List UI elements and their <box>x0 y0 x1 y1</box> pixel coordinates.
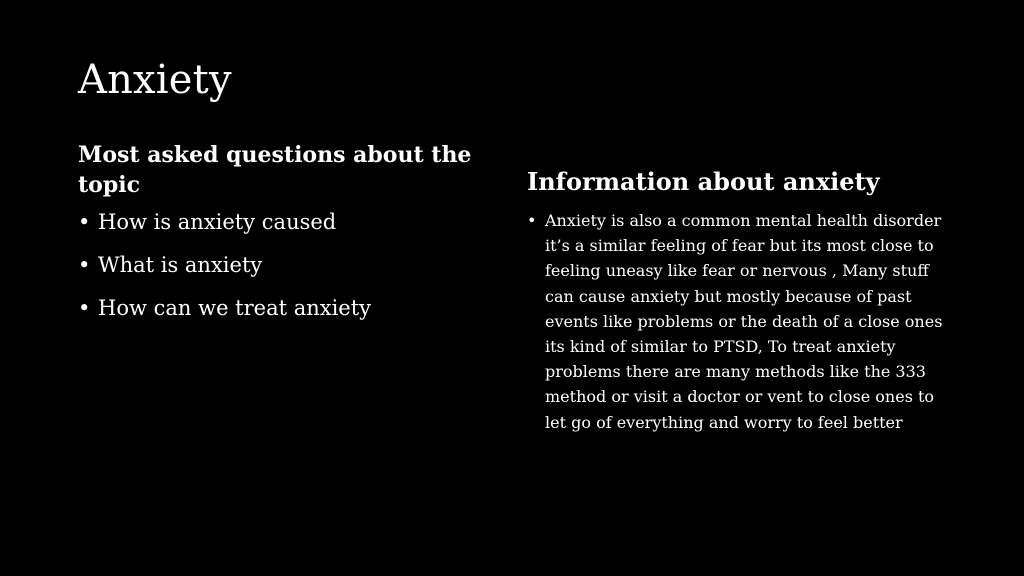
list-item: • Anxiety is also a common mental health disorder it’s a similar feeling of fear but its most close to feeling uneasy like fear or nervous , Many stuff can cause anxiety but mostly because of past events like problems or the death of a close ones its kind of similar to PTSD, To treat anxiety problems there are many methods like the 333 method or visit a doctor or vent to close ones to let go of everything and worry to feel better <box>527 208 949 435</box>
left-column-heading: Most asked questions about the topic <box>78 142 472 198</box>
list-item: • How can we treat anxiety <box>78 294 478 322</box>
questions-list <box>78 208 478 322</box>
list-item: • How is anxiety caused <box>78 208 478 236</box>
right-column-heading: Information about anxiety <box>527 167 880 196</box>
left-column <box>78 140 478 337</box>
information-list <box>527 208 957 435</box>
list-item: • What is anxiety <box>78 251 478 279</box>
slide-title: Anxiety <box>78 57 232 103</box>
right-column <box>527 166 957 435</box>
